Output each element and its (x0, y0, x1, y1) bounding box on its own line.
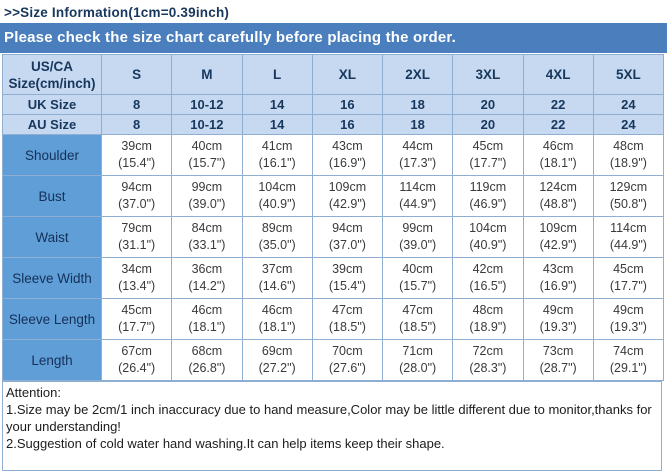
measurement-cm: 49cm (613, 303, 644, 317)
measurement-inch: (19.3") (609, 320, 647, 334)
measurement-cell (172, 176, 242, 217)
measurement-inch: (28.0") (399, 361, 437, 375)
measurement-cm: 89cm (261, 221, 293, 235)
measurement-inch: (14.2") (188, 279, 226, 293)
measurement-inch: (39.0") (399, 238, 437, 252)
measurement-row-label: Length (3, 340, 102, 381)
measurement-cell (312, 299, 382, 340)
measurement-row (3, 340, 664, 381)
measurement-cell (523, 258, 593, 299)
measurement-inch: (46.9") (469, 197, 507, 211)
size-column-header: M (172, 55, 242, 95)
measurement-cell (242, 299, 312, 340)
measurement-cm: 124cm (539, 180, 577, 194)
measurement-inch: (17.7") (118, 320, 156, 334)
measurement-cell (593, 176, 663, 217)
measurement-cell (102, 217, 172, 258)
measurement-cell (593, 258, 663, 299)
measurement-cell (453, 135, 523, 176)
measurement-cell (593, 299, 663, 340)
measurement-cell (383, 135, 453, 176)
measurement-inch: (26.4") (118, 361, 156, 375)
measurement-inch: (14.6") (258, 279, 296, 293)
measurement-inch: (35.0") (258, 238, 296, 252)
size-row-value: 16 (312, 115, 382, 135)
measurement-inch: (40.9") (258, 197, 296, 211)
measurement-row (3, 176, 664, 217)
measurement-cm: 46cm (191, 303, 223, 317)
measurement-cm: 40cm (191, 139, 223, 153)
measurement-row (3, 258, 664, 299)
size-row-value: 22 (523, 115, 593, 135)
measurement-cell (312, 176, 382, 217)
measurement-cell (312, 217, 382, 258)
size-row-value: 24 (593, 95, 663, 115)
attention-note-2: 2.Suggestion of cold water hand washing.It can help items keep their shape. (6, 436, 445, 451)
measurement-cm: 46cm (542, 139, 574, 153)
measurement-cell (593, 340, 663, 381)
corner-header-cell (3, 55, 102, 95)
attention-note-1: 1.Size may be 2cm/1 inch inaccuracy due to hand measure,Color may be little different due to monitor,thanks for your understanding! (6, 402, 652, 434)
page-title: >>Size Information(1cm=0.39inch) (4, 5, 230, 20)
measurement-cell (523, 299, 593, 340)
measurement-inch: (16.9") (539, 279, 577, 293)
measurement-cell (102, 176, 172, 217)
measurement-row-label: Bust (3, 176, 102, 217)
measurement-row-label: Shoulder (3, 135, 102, 176)
measurement-inch: (15.7") (399, 279, 437, 293)
size-column-header: 5XL (593, 55, 663, 95)
measurement-inch: (16.9") (328, 156, 366, 170)
measurement-inch: (19.3") (539, 320, 577, 334)
measurement-inch: (18.1") (258, 320, 296, 334)
measurement-cm: 84cm (191, 221, 223, 235)
measurement-cell (242, 217, 312, 258)
size-row-value: 20 (453, 95, 523, 115)
measurement-row (3, 299, 664, 340)
measurement-cell (242, 258, 312, 299)
size-row (3, 95, 664, 115)
measurement-cm: 68cm (191, 344, 223, 358)
measurement-inch: (18.5") (328, 320, 366, 334)
measurement-cell (453, 258, 523, 299)
measurement-cell (593, 135, 663, 176)
measurement-cell (523, 135, 593, 176)
measurement-cm: 48cm (472, 303, 504, 317)
measurement-cm: 67cm (121, 344, 152, 358)
measurement-cm: 46cm (261, 303, 293, 317)
measurement-cm: 74cm (613, 344, 644, 358)
measurement-cell (172, 299, 242, 340)
size-row-value: 8 (102, 115, 172, 135)
measurement-cm: 49cm (542, 303, 574, 317)
measurement-inch: (44.9") (609, 238, 647, 252)
measurement-inch: (17.3") (399, 156, 437, 170)
measurement-row-label: Sleeve Length (3, 299, 102, 340)
size-row-value: 10-12 (172, 115, 242, 135)
measurement-cm: 44cm (402, 139, 433, 153)
measurement-cm: 72cm (472, 344, 504, 358)
measurement-cell (523, 176, 593, 217)
measurement-row (3, 135, 664, 176)
size-row-label: UK Size (3, 95, 102, 115)
measurement-inch: (16.1") (258, 156, 296, 170)
measurement-cm: 70cm (332, 344, 363, 358)
measurement-cell (453, 217, 523, 258)
measurement-inch: (18.5") (399, 320, 437, 334)
size-row-value: 16 (312, 95, 382, 115)
measurement-inch: (18.9") (469, 320, 507, 334)
measurement-cell (242, 176, 312, 217)
measurement-cell (593, 217, 663, 258)
measurement-cell (312, 340, 382, 381)
measurement-cm: 104cm (469, 221, 507, 235)
measurement-row-label: Waist (3, 217, 102, 258)
measurement-cell (172, 258, 242, 299)
measurement-cm: 99cm (191, 180, 223, 194)
measurement-cm: 43cm (542, 262, 574, 276)
size-column-header: XL (312, 55, 382, 95)
measurement-inch: (17.7") (469, 156, 507, 170)
measurement-cell (383, 258, 453, 299)
measurement-inch: (15.4") (118, 156, 156, 170)
size-chart-body (3, 95, 664, 381)
measurement-cell (312, 135, 382, 176)
measurement-cm: 42cm (472, 262, 504, 276)
measurement-cm: 71cm (402, 344, 433, 358)
size-row-value: 24 (593, 115, 663, 135)
measurement-cell (172, 135, 242, 176)
measurement-inch: (37.0") (118, 197, 156, 211)
measurement-cm: 45cm (121, 303, 152, 317)
measurement-cm: 104cm (258, 180, 296, 194)
measurement-inch: (15.4") (328, 279, 366, 293)
measurement-cm: 109cm (328, 180, 367, 194)
measurement-cm: 69cm (261, 344, 293, 358)
measurement-inch: (42.9") (328, 197, 366, 211)
measurement-row-label: Sleeve Width (3, 258, 102, 299)
measurement-cm: 36cm (191, 262, 223, 276)
measurement-cm: 47cm (332, 303, 363, 317)
measurement-cm: 73cm (542, 344, 574, 358)
measurement-cm: 47cm (402, 303, 433, 317)
measurement-inch: (29.1") (609, 361, 647, 375)
measurement-cm: 45cm (613, 262, 644, 276)
measurement-row (3, 217, 664, 258)
measurement-inch: (44.9") (399, 197, 437, 211)
measurement-inch: (37.0") (328, 238, 366, 252)
measurement-inch: (28.7") (539, 361, 577, 375)
measurement-cell (312, 258, 382, 299)
measurement-inch: (50.8") (609, 197, 647, 211)
measurement-cm: 119cm (469, 180, 507, 194)
measurement-inch: (42.9") (539, 238, 577, 252)
measurement-inch: (27.2") (258, 361, 296, 375)
measurement-cm: 39cm (121, 139, 152, 153)
measurement-cell (242, 340, 312, 381)
size-column-header: 4XL (523, 55, 593, 95)
measurement-cm: 43cm (332, 139, 363, 153)
corner-header-line1: US/CA (30, 58, 73, 74)
size-column-header: L (242, 55, 312, 95)
measurement-cell (102, 258, 172, 299)
measurement-inch: (13.4") (118, 279, 156, 293)
attention-box (2, 381, 662, 471)
measurement-inch: (27.6") (328, 361, 366, 375)
measurement-cm: 114cm (610, 221, 647, 235)
measurement-cell (102, 299, 172, 340)
measurement-inch: (26.8") (188, 361, 226, 375)
measurement-cm: 109cm (539, 221, 577, 235)
size-row-value: 14 (242, 95, 312, 115)
size-row-value: 18 (383, 95, 453, 115)
measurement-cell (242, 135, 312, 176)
measurement-cm: 37cm (261, 262, 293, 276)
measurement-inch: (16.5") (469, 279, 507, 293)
size-row-value: 18 (383, 115, 453, 135)
measurement-cm: 129cm (609, 180, 648, 194)
attention-title: Attention: (6, 385, 61, 400)
measurement-cm: 34cm (121, 262, 152, 276)
size-column-header: S (102, 55, 172, 95)
measurement-cell (523, 217, 593, 258)
measurement-inch: (18.1") (188, 320, 226, 334)
measurement-cm: 94cm (121, 180, 152, 194)
measurement-inch: (17.7") (609, 279, 647, 293)
measurement-cell (172, 217, 242, 258)
measurement-inch: (31.1") (118, 238, 156, 252)
measurement-inch: (39.0") (188, 197, 226, 211)
measurement-inch: (15.7") (188, 156, 226, 170)
corner-header-line2: Size(cm/inch) (8, 75, 96, 91)
measurement-cell (102, 340, 172, 381)
measurement-cell (523, 340, 593, 381)
measurement-cm: 40cm (402, 262, 433, 276)
measurement-cell (383, 217, 453, 258)
measurement-cm: 94cm (332, 221, 363, 235)
size-column-header: 3XL (453, 55, 523, 95)
measurement-cm: 79cm (121, 221, 152, 235)
measurement-cell (453, 176, 523, 217)
size-row-value: 8 (102, 95, 172, 115)
size-row-value: 10-12 (172, 95, 242, 115)
measurement-cm: 41cm (261, 139, 293, 153)
measurement-cell (102, 135, 172, 176)
size-chart-table (2, 54, 664, 381)
measurement-inch: (40.9") (469, 238, 507, 252)
measurement-cm: 48cm (613, 139, 644, 153)
notice-banner: Please check the size chart carefully before placing the order. (0, 23, 667, 53)
size-column-header: 2XL (383, 55, 453, 95)
size-row-value: 22 (523, 95, 593, 115)
measurement-cell (453, 299, 523, 340)
measurement-cell (383, 299, 453, 340)
size-row-value: 14 (242, 115, 312, 135)
size-row-label: AU Size (3, 115, 102, 135)
measurement-cell (172, 340, 242, 381)
measurement-inch: (18.9") (609, 156, 647, 170)
size-chart-header-row (3, 55, 664, 95)
measurement-cell (453, 340, 523, 381)
size-row (3, 115, 664, 135)
measurement-inch: (28.3") (469, 361, 507, 375)
measurement-inch: (33.1") (188, 238, 226, 252)
measurement-cell (383, 340, 453, 381)
measurement-cm: 39cm (332, 262, 363, 276)
measurement-cm: 114cm (399, 180, 436, 194)
measurement-inch: (48.8") (539, 197, 577, 211)
measurement-cm: 99cm (402, 221, 433, 235)
measurement-inch: (18.1") (539, 156, 577, 170)
measurement-cell (383, 176, 453, 217)
size-row-value: 20 (453, 115, 523, 135)
measurement-cm: 45cm (472, 139, 504, 153)
